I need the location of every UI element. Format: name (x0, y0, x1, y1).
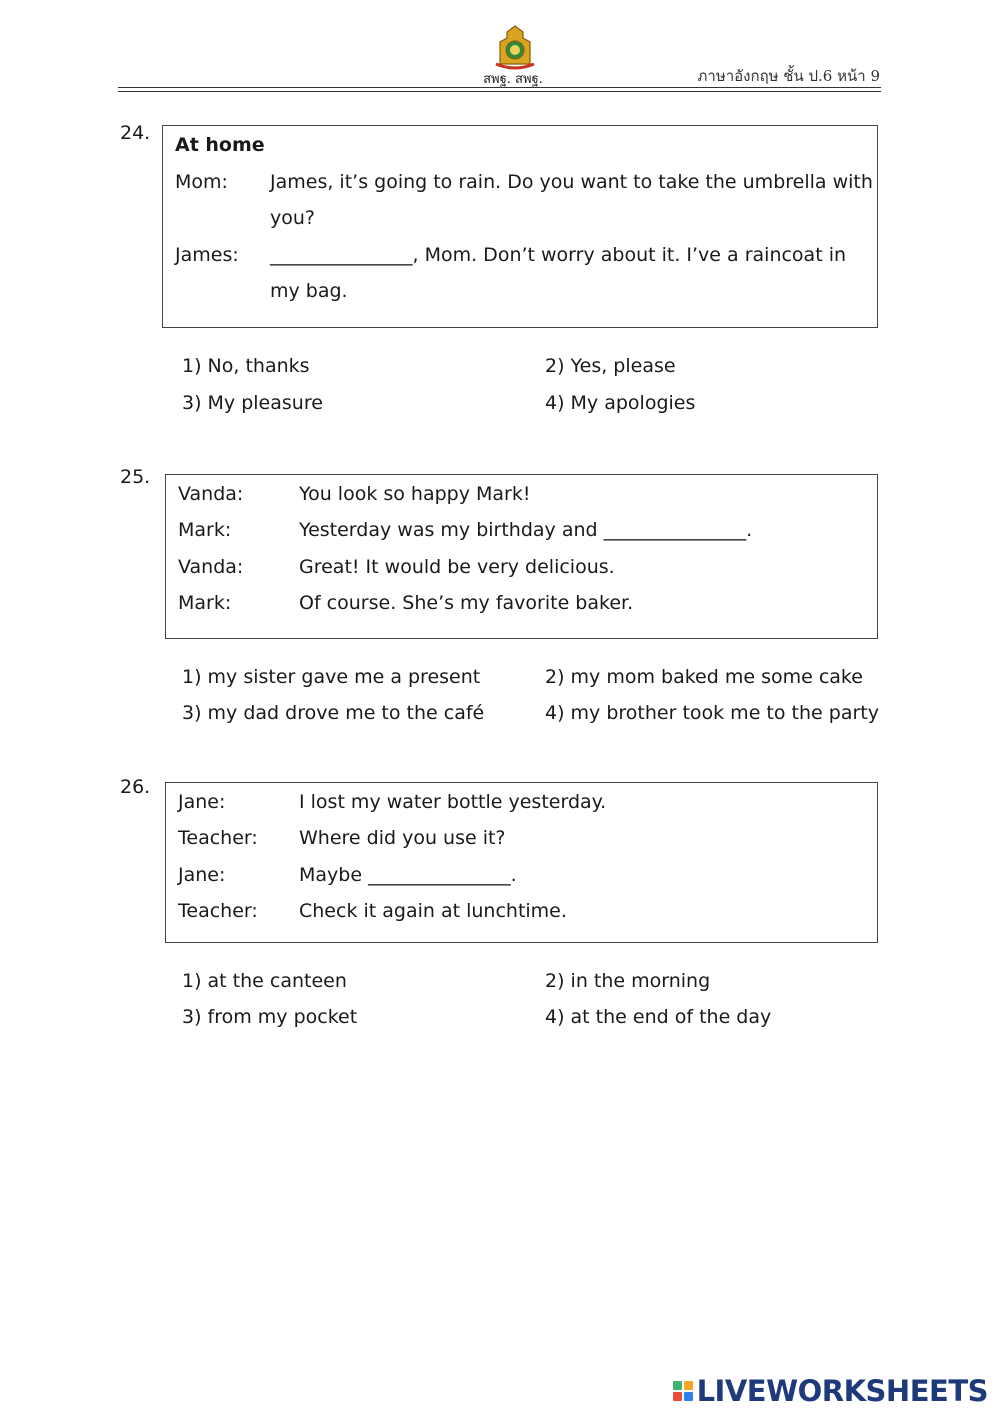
brand-block (673, 1381, 682, 1390)
logo-text: สพฐ. สพฐ. (483, 72, 543, 87)
question-number: 26. (120, 776, 151, 798)
choice-option[interactable]: 1) at the canteen (182, 970, 347, 992)
brand-block (673, 1392, 682, 1401)
dialogue-line: I lost my water bottle yesterday. (299, 791, 607, 813)
speaker-label: Teacher: (178, 900, 258, 922)
dialogue-line: _______________, Mom. Don’t worry about it. I’ve a raincoat in (270, 244, 847, 266)
choice-option[interactable]: 4) my brother took me to the party (545, 702, 879, 724)
speaker-label: Mark: (178, 519, 232, 541)
choice-option[interactable]: 2) my mom baked me some cake (545, 666, 863, 688)
choice-option[interactable]: 3) My pleasure (182, 392, 323, 414)
question-number: 24. (120, 122, 151, 144)
speaker-label: Vanda: (178, 483, 244, 505)
liveworksheets-logo[interactable] (673, 1374, 988, 1408)
header-rule-top (118, 87, 881, 88)
choice-option[interactable]: 3) my dad drove me to the café (182, 702, 485, 724)
speaker-label: Mom: (175, 171, 228, 193)
dialogue-line: Yesterday was my birthday and _______________. (299, 519, 753, 541)
dialogue-heading: At home (175, 134, 265, 156)
choice-option[interactable]: 2) in the morning (545, 970, 711, 992)
school-emblem-icon (490, 24, 540, 70)
page-header-title: ภาษาอังกฤษ ชั้น ป.6 หน้า 9 (697, 67, 880, 85)
choice-option[interactable]: 2) Yes, please (545, 355, 676, 377)
question-number: 25. (120, 466, 151, 488)
dialogue-line: Maybe _______________. (299, 864, 517, 886)
speaker-label: Jane: (178, 791, 226, 813)
dialogue-line: Great! It would be very delicious. (299, 556, 615, 578)
dialogue-line: James, it’s going to rain. Do you want to take the umbrella with (270, 171, 873, 193)
choice-option[interactable]: 3) from my pocket (182, 1006, 358, 1028)
dialogue-line: You look so happy Mark! (299, 483, 531, 505)
choice-option[interactable]: 4) at the end of the day (545, 1006, 772, 1028)
brand-block (684, 1392, 693, 1401)
liveworksheets-blocks-icon (673, 1381, 693, 1401)
choice-option[interactable]: 1) my sister gave me a present (182, 666, 481, 688)
choice-option[interactable]: 1) No, thanks (182, 355, 310, 377)
dialogue-line: my bag. (270, 280, 348, 302)
speaker-label: Vanda: (178, 556, 244, 578)
dialogue-line: Where did you use it? (299, 827, 506, 849)
speaker-label: Jane: (178, 864, 226, 886)
dialogue-line: you? (270, 207, 315, 229)
header-rule-bottom (118, 91, 881, 92)
liveworksheets-wordmark: LIVEWORKSHEETS (696, 1374, 988, 1408)
choice-option[interactable]: 4) My apologies (545, 392, 696, 414)
speaker-label: James: (175, 244, 239, 266)
dialogue-line: Check it again at lunchtime. (299, 900, 567, 922)
speaker-label: Teacher: (178, 827, 258, 849)
brand-block (684, 1381, 693, 1390)
dialogue-line: Of course. She’s my favorite baker. (299, 592, 634, 614)
speaker-label: Mark: (178, 592, 232, 614)
